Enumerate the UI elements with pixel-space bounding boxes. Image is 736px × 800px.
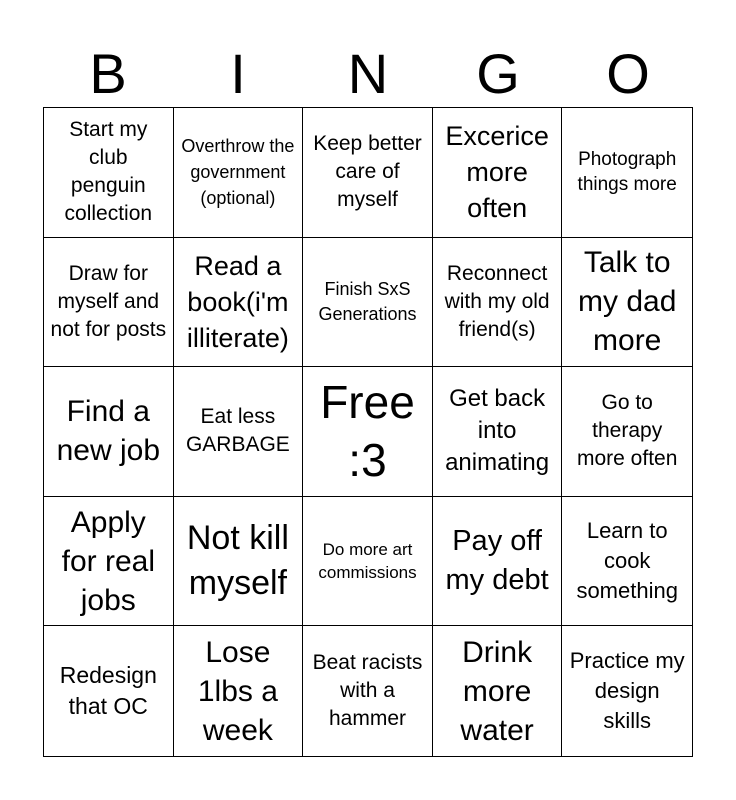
cell-label: Redesign that OC	[59, 662, 157, 720]
bingo-cell-r2c4[interactable]	[433, 238, 563, 368]
cell-label: Go to therapy more often	[577, 391, 678, 471]
cell-label: Photograph things more	[577, 149, 677, 196]
cell-label: Apply for real jobs	[61, 505, 155, 617]
cell-label: Keep better care of myself	[313, 132, 422, 212]
bingo-cell-r1c5[interactable]	[562, 108, 692, 238]
bingo-cell-r4c3[interactable]	[303, 497, 433, 627]
bingo-cell-r3c4[interactable]	[433, 367, 563, 497]
header-letter-n: N	[347, 42, 389, 105]
bingo-cell-r3c1[interactable]	[44, 367, 174, 497]
bingo-cell-r5c3[interactable]	[303, 626, 433, 756]
bingo-cell-r5c4[interactable]	[433, 626, 563, 756]
bingo-cell-r4c5[interactable]	[562, 497, 692, 627]
cell-label: Find a new job	[56, 395, 160, 468]
header-letter-g: G	[476, 42, 520, 105]
bingo-cell-r2c5[interactable]	[562, 238, 692, 368]
cell-label: Drink more water	[460, 635, 534, 747]
cell-label: Practice my design skills	[569, 648, 685, 734]
bingo-cell-r1c3[interactable]	[303, 108, 433, 238]
header-letter-i: I	[230, 42, 246, 105]
cell-label: Start my club penguin collection	[64, 118, 153, 226]
bingo-cell-r1c2[interactable]	[174, 108, 304, 238]
cell-label: Do more art commissions	[318, 540, 417, 583]
cell-label: Overthrow the government (optional)	[181, 136, 295, 209]
bingo-cell-r1c4[interactable]	[433, 108, 563, 238]
bingo-board	[43, 107, 693, 757]
bingo-cell-r4c1[interactable]	[44, 497, 174, 627]
bingo-cell-r1c1[interactable]	[44, 108, 174, 238]
bingo-cell-r3c3[interactable]	[303, 367, 433, 497]
cell-label: Draw for myself and not for posts	[50, 261, 167, 341]
bingo-cell-r4c4[interactable]	[433, 497, 563, 627]
bingo-cell-r2c2[interactable]	[174, 238, 304, 368]
cell-label: Lose 1lbs a week	[197, 635, 278, 747]
cell-label: Finish SxS Generations	[318, 278, 417, 324]
cell-label: Eat less GARBAGE	[185, 405, 290, 457]
cell-label: Not kill myself	[186, 519, 289, 603]
bingo-cell-r4c2[interactable]	[174, 497, 304, 627]
cell-label: Talk to my dad more	[578, 246, 677, 358]
cell-label: Learn to cook something	[576, 518, 678, 604]
cell-label: Read a book(i'm illiterate)	[186, 250, 289, 353]
header-letter-b: B	[89, 42, 127, 105]
header-letter-o: O	[606, 42, 650, 105]
bingo-cell-r5c1[interactable]	[44, 626, 174, 756]
bingo-cell-r5c2[interactable]	[174, 626, 304, 756]
bingo-cell-r2c3[interactable]	[303, 238, 433, 368]
cell-label: Pay off my debt	[445, 525, 549, 597]
bingo-header	[43, 40, 693, 108]
bingo-cell-r5c5[interactable]	[562, 626, 692, 756]
bingo-cell-r3c2[interactable]	[174, 367, 304, 497]
free-space: Free :3	[320, 376, 415, 487]
cell-label: Get back into animating	[445, 385, 550, 477]
cell-label: Excerice more often	[445, 121, 549, 224]
bingo-cell-r2c1[interactable]	[44, 238, 174, 368]
cell-label: Beat racists with a hammer	[312, 651, 423, 731]
bingo-cell-r3c5[interactable]	[562, 367, 692, 497]
cell-label: Reconnect with my old friend(s)	[444, 261, 550, 341]
